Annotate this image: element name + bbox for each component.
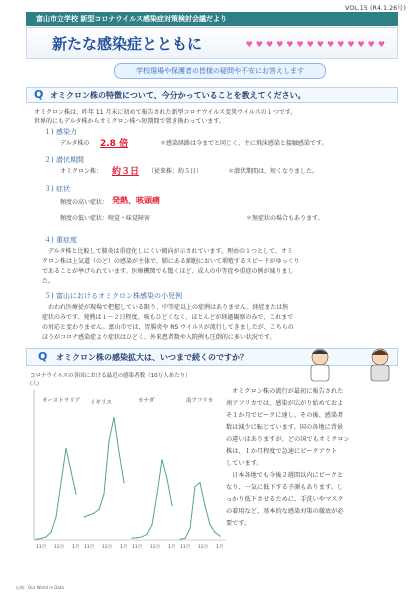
series-name-label: オーストラリア — [42, 398, 81, 404]
section-incubation-heading: ２) 潜伏期間 — [44, 156, 84, 164]
x-tick-label: 1月 — [120, 545, 128, 550]
question-1-letter: Q — [34, 88, 44, 101]
infectivity-label: デルタ株の — [60, 140, 90, 147]
answer-2-line: 日本各地でも今後２週間以内にピークと — [232, 472, 344, 479]
section-infectivity-heading: １) 感染力 — [44, 128, 77, 136]
question-2-text: オミクロン株の感染拡大は、いつまで続くのですか？ — [56, 353, 248, 362]
answer-2-line: 株は、１か月程度で急速にピークアウト — [226, 448, 338, 455]
severity-line-1: デルタ株と比較して肺炎は重症化しにくい傾向が示されています。理由の１つとして、オミ — [48, 248, 293, 255]
intro-line-2: 世界的にもデルタ株からオミクロン株へ短期間で置き換わっています。 — [34, 118, 225, 125]
answer-2-line: 要です。 — [226, 520, 251, 527]
x-tick-label: 1月 — [216, 545, 224, 550]
answer-2-line: の着用など、基本的な感染対策の徹底が必 — [226, 508, 344, 515]
series-name-label: カナダ — [138, 398, 155, 404]
answer-2-line: なり、一気に低下する予測もあります。し — [226, 484, 344, 491]
x-tick-label: 11月 — [180, 545, 191, 550]
toyama-line-3: の対応と変わりません。富山市では、胃腸炎や RS ウイルスが流行してきましたが、こちらの — [42, 324, 294, 331]
question-1-text: オミクロン株の特徴について、今分かっていることを教えてください。 — [50, 91, 306, 100]
x-tick-label: 12月 — [198, 545, 209, 550]
x-tick-label: 12月 — [54, 545, 65, 550]
section-symptoms-heading: ３) 症状 — [44, 185, 70, 193]
section-toyama-heading: ５) 富山におけるオミクロン株感染の小児例 — [44, 292, 182, 300]
doctor-illustration — [311, 349, 329, 381]
person-illustration — [371, 349, 389, 381]
incubation-value: 約３日 — [112, 167, 140, 177]
answer-2-line: の違いはありますが、どの国でもオミクロン — [226, 436, 350, 443]
incubation-note: ＊潜伏期間は、短くなりました。 — [228, 168, 319, 175]
incubation-label: オミクロン株： — [60, 168, 103, 175]
answer-2-line: オミクロン株の流行が最初に報告された — [232, 388, 344, 395]
sub-banner: 学校現場や保護者の皆様の疑問や不安にお答えします — [114, 63, 326, 79]
incubation-previous: （従来株：約５日） — [148, 168, 203, 175]
answer-2-line: 南アフリカでは、感染が広がり始めておよ — [226, 400, 344, 407]
toyama-line-2: 症状のみです。発熱は１〜２日程度。咳もひどくなく、ほとんどが経過観察のみで、これまで — [42, 314, 294, 321]
severity-line-4: た。 — [42, 278, 55, 285]
x-tick-label: 11月 — [132, 545, 143, 550]
symptoms-note: ＊無症状の場合もあります。 — [246, 215, 324, 222]
severity-line-2: クロン株は上気道（のど）の感染が主体で、肺にある細胞において増殖するスピードがゆっくり — [42, 258, 300, 265]
symptoms-low: 頻度の低い症状：嗅覚・味覚障害 — [60, 215, 151, 222]
question-2-letter: Q — [38, 350, 48, 363]
x-tick-label: 1月 — [168, 545, 176, 550]
chart-y-label: (人) — [30, 381, 39, 387]
toyama-line-1: わわれ医療従が現場で把握している限り、中等症以上の症例はありません。経症または無 — [48, 304, 289, 311]
severity-line-3: であることが挙げられています。医療機関でも驚くほど、成人の中等症や重症の例が減りまし — [42, 268, 294, 275]
intro-line-1: オミクロン株は、昨年 11 月末に初めて報告された新型コロナウイルス変異ウイルスの１つです。 — [34, 109, 297, 116]
issue-volume: VOL.15 (R4.1.26号) — [345, 5, 406, 12]
answer-2-line: そ１か月でピークに達し、その後、感染者 — [226, 412, 344, 419]
chart-source-caption: 出典：Our World in Data — [16, 585, 64, 590]
x-tick-label: 12月 — [150, 545, 161, 550]
answer-2-line: しています。 — [226, 460, 263, 467]
x-tick-label: 12月 — [102, 545, 113, 550]
answer-2-line: っかり低下させるために、手洗いやマスク — [226, 496, 344, 503]
x-tick-label: 11月 — [36, 545, 47, 550]
page-title: 新たな感染症とともに — [52, 35, 203, 53]
infectivity-note: ＊感染経路は今までと同じく、主に飛沫感染と接触感染です。 — [160, 140, 328, 147]
series-name-label: 南アフリカ — [186, 398, 214, 404]
answer-2-line: 数は減少に転じています。国の各地に背景 — [226, 424, 344, 431]
series-name-label: イギリス — [90, 400, 112, 406]
symptoms-high-label: 頻度の高い症状： — [60, 199, 109, 206]
organization-band: 富山市立学校 新型コロナウイルス感染症対策検討会議だより — [26, 12, 398, 26]
heart-decoration: ♥♥♥♥♥♥♥♥♥♥♥♥♥♥ — [245, 40, 388, 49]
infectivity-value: 2.8 倍 — [100, 139, 129, 149]
toyama-line-4: ほうがコロナ感染症より症状はひどく、外来患者数や入院例も圧倒的に多い状況です。 — [42, 334, 276, 341]
x-tick-label: 11月 — [84, 545, 95, 550]
symptoms-high-value: 発熱、咳頭痛 — [112, 196, 160, 205]
x-tick-label: 1月 — [72, 545, 80, 550]
section-severity-heading: ４) 重症度 — [44, 236, 77, 244]
chart-title: コロナウイルスの各国における最近の感染者数（10万人あたり） — [30, 373, 191, 379]
